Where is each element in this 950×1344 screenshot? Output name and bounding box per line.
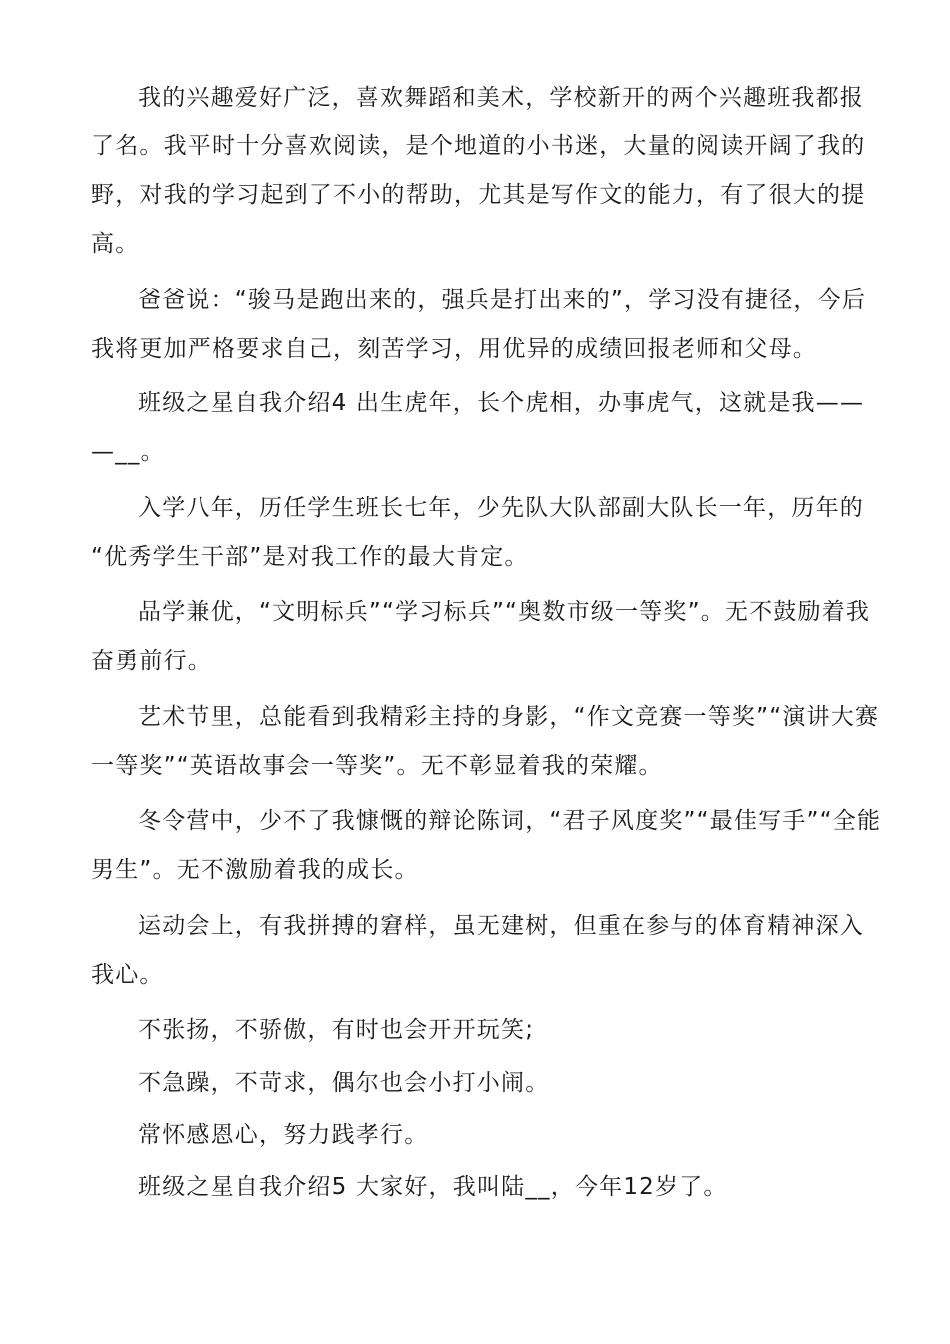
paragraph-line: 不急躁，不苛求，偶尔也会小打小闹。 xyxy=(138,1070,550,1096)
paragraph-line: 班级之星自我介绍5 大家好，我叫陆__，今年12岁了。 xyxy=(138,1174,728,1200)
paragraph-line: 我将更加严格要求自己，刻苦学习，用优异的成绩回报老师和父母。 xyxy=(91,336,817,362)
paragraph-line: 运动会上，有我拼搏的窘样，虽无建树，但重在参与的体育精神深入 xyxy=(138,913,864,939)
paragraph-line: 奋勇前行。 xyxy=(91,648,212,674)
paragraph-line: 我心。 xyxy=(91,962,164,988)
paragraph-line: —__。 xyxy=(91,439,165,465)
paragraph-line: “优秀学生干部”是对我工作的最大肯定。 xyxy=(91,544,529,570)
paragraph-line: 常怀感恩心，努力践孝行。 xyxy=(138,1122,429,1148)
paragraph-line: 高。 xyxy=(91,231,140,257)
paragraph-line: 冬令营中，少不了我慷慨的辩论陈词，“君子风度奖”“最佳写手”“全能 xyxy=(138,808,882,834)
paragraph-line: 一等奖”“英语故事会一等奖”。无不彰显着我的荣耀。 xyxy=(91,753,663,779)
paragraph-line: 野，对我的学习起到了不小的帮助，尤其是写作文的能力，有了很大的提 xyxy=(91,182,866,208)
paragraph-line: 品学兼优，“文明标兵”“学习标兵”“奥数市级一等奖”。无不鼓励着我 xyxy=(138,599,871,625)
paragraph-line: 了名。我平时十分喜欢阅读，是个地道的小书迷，大量的阅读开阔了我的 xyxy=(91,133,866,159)
paragraph-line: 班级之星自我介绍4 出生虎年，长个虎相，办事虎气，这就是我—— xyxy=(138,390,865,416)
paragraph-line: 爸爸说：“骏马是跑出来的，强兵是打出来的”，学习没有捷径，今后 xyxy=(138,287,867,313)
paragraph-line: 艺术节里，总能看到我精彩主持的身影，“作文竞赛一等奖”“演讲大赛 xyxy=(138,704,880,730)
paragraph-line: 入学八年，历任学生班长七年，少先队大队部副大队长一年，历年的 xyxy=(138,495,864,521)
paragraph-line: 男生”。无不激励着我的成长。 xyxy=(91,857,419,883)
paragraph-line: 我的兴趣爱好广泛，喜欢舞蹈和美术，学校新开的两个兴趣班我都报 xyxy=(138,85,864,111)
paragraph-line: 不张扬，不骄傲，有时也会开开玩笑; xyxy=(138,1017,535,1043)
